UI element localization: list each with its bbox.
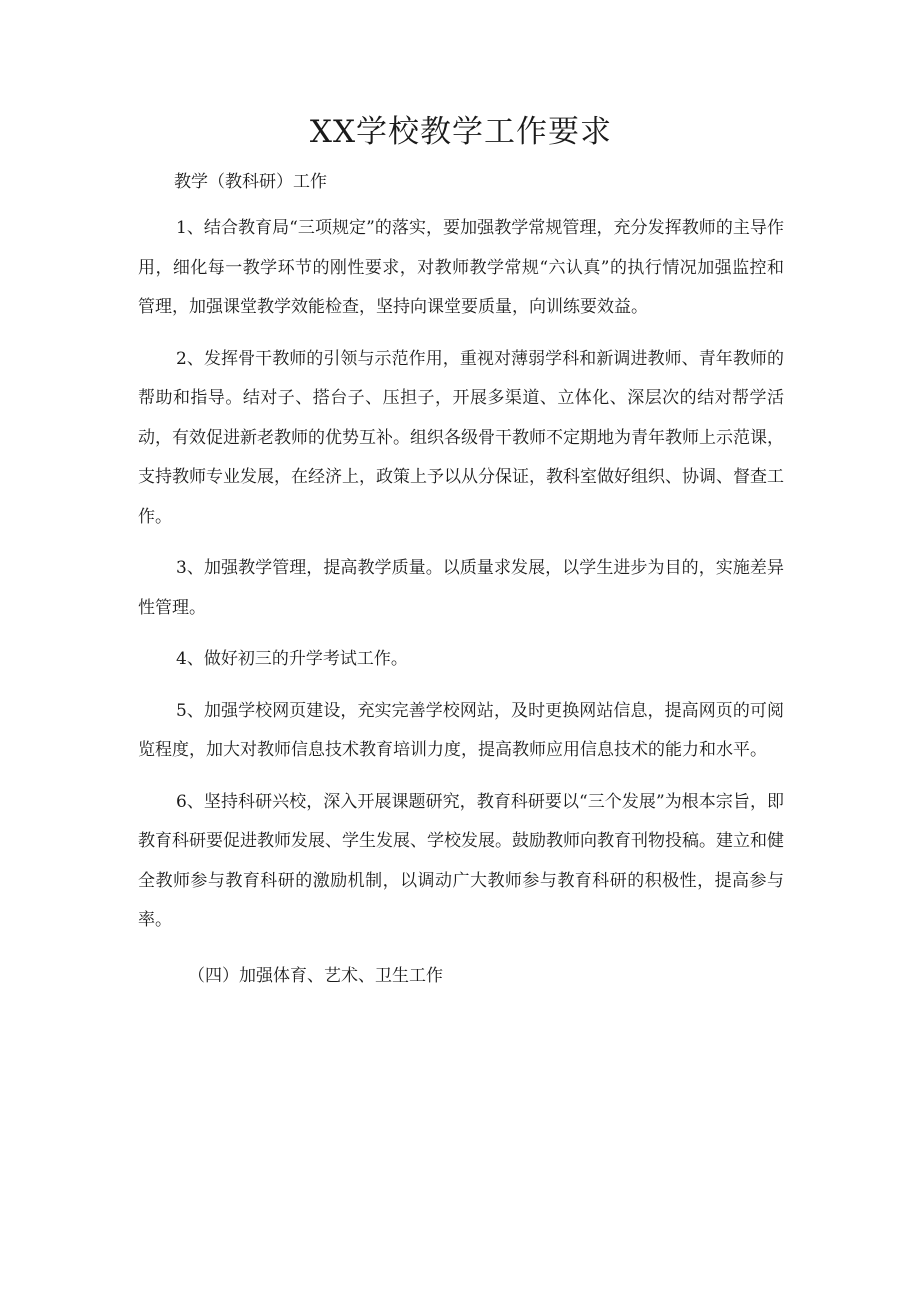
- document-page: [138, 112, 784, 989]
- paragraph-4: 4、做好初三的升学考试工作。: [176, 649, 408, 669]
- paragraph-5: 5、加强学校网页建设，充实完善学校网站，及时更换网站信息，提高网页的可阅览程度，加大对教师信息技术教育培训力度，提高教师应用信息技术的能力和水平。: [138, 700, 784, 760]
- document-title: XX学校教学工作要求: [309, 114, 613, 150]
- section-heading: 教学（教科研）工作: [174, 172, 327, 192]
- paragraph-2: 2、发挥骨干教师的引领与示范作用，重视对薄弱学科和新调进教师、青年教师的帮助和指导。结对子、搭台子、压担子，开展多渠道、立体化、深层次的结对帮学活动，有效促进新老教师的优势互补。组织各级骨干教师不定期地为青年教师上示范课，支持教师专业发展，在经济上，政策上予以从分保证，教科室做好组织、协调、督查工作。: [138, 348, 784, 527]
- sub-heading: （四）加强体育、艺术、卫生工作: [188, 965, 443, 986]
- paragraph-3: 3、加强教学管理，提高教学质量。以质量求发展，以学生进步为目的，实施差异性管理。: [138, 558, 784, 618]
- paragraph-1: 1、结合教育局“三项规定”的落实，要加强教学常规管理，充分发挥教师的主导作用，细化每一教学环节的刚性要求，对教师教学常规“六认真”的执行情况加强监控和管理，加强课堂教学效能检查，坚持向课堂要质量，向训练要效益。: [138, 218, 784, 317]
- paragraph-6: 6、坚持科研兴校，深入开展课题研究，教育科研要以“三个发展”为根本宗旨，即教育科研要促进教师发展、学生发展、学校发展。鼓励教师向教育刊物投稿。建立和健全教师参与教育科研的激励机制，以调动广大教师参与教育科研的积极性，提高参与率。: [138, 791, 784, 930]
